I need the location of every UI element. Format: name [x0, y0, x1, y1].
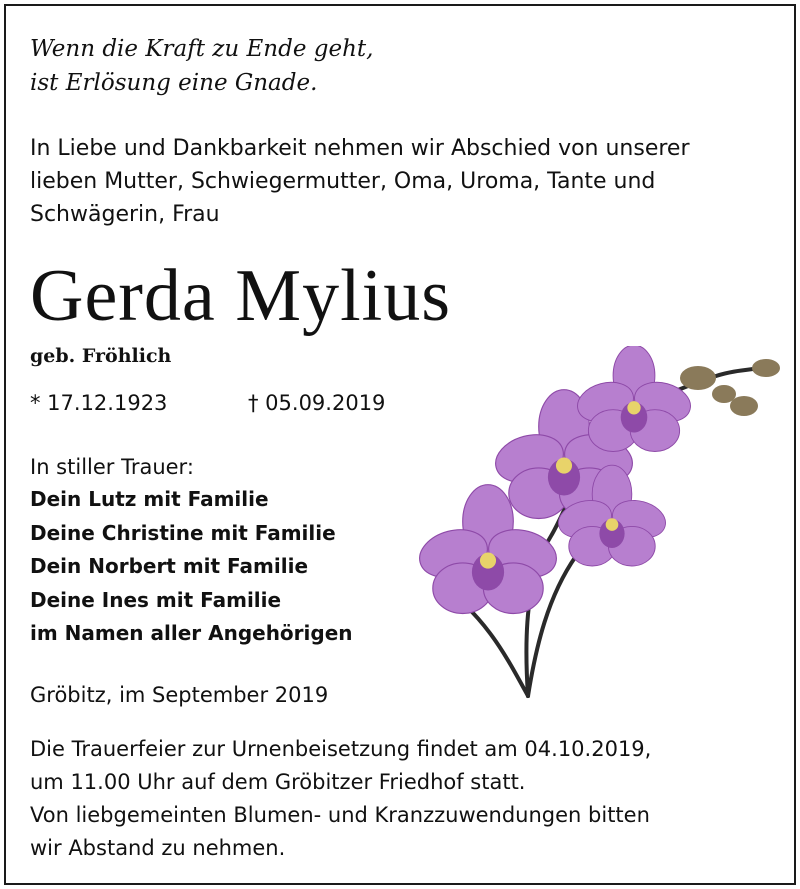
orchid-bud [712, 385, 736, 403]
funeral-notice [30, 733, 780, 865]
orchid-bud [680, 366, 716, 390]
death-date: † 05.09.2019 [248, 391, 386, 415]
obituary-card [4, 4, 796, 885]
mourners-intro: In stiller Trauer: [30, 455, 194, 479]
mourner-entry: Deine Christine mit Familie [30, 520, 336, 545]
motto-verse [30, 32, 373, 100]
intro-text [30, 132, 780, 231]
mourner-entry: Dein Norbert mit Familie [30, 554, 309, 578]
deceased-name: Gerda Mylius [30, 255, 451, 337]
mourner-entry: Dein Lutz mit Familie [30, 487, 269, 511]
mourner-entry: Deine Ines mit Familie [30, 587, 282, 612]
mourner-entry: im Namen aller Angehörigen [30, 621, 353, 645]
intro-line: lieben Mutter, Schwiegermutter, Oma, Uroma, Tante und [30, 169, 656, 194]
orchid-flower [573, 346, 695, 452]
motto-line: Wenn die Kraft zu Ende geht, [30, 36, 374, 62]
orchid-bud [752, 359, 780, 377]
notice-line: wir Abstand zu nehmen. [30, 836, 286, 860]
motto-line: ist Erlösung eine Gnade. [30, 70, 318, 96]
mourners-list [30, 483, 353, 651]
intro-line: In Liebe und Dankbarkeit nehmen wir Abschied von unserer [30, 136, 690, 161]
place-and-date: Gröbitz, im September 2019 [30, 683, 329, 707]
intro-line: Schwägerin, Frau [30, 202, 220, 227]
orchid-illustration [416, 346, 796, 716]
notice-line: Die Trauerfeier zur Urnenbeisetzung findet am 04.10.2019, [30, 737, 652, 761]
orchid-bud [730, 396, 758, 416]
birth-name: geb. Fröhlich [30, 345, 172, 367]
birth-date: * 17.12.1923 [30, 391, 168, 415]
notice-line: um 11.00 Uhr auf dem Gröbitzer Friedhof statt. [30, 770, 526, 794]
notice-line: Von liebgemeinten Blumen- und Kranzzuwendungen bitten [30, 803, 650, 827]
